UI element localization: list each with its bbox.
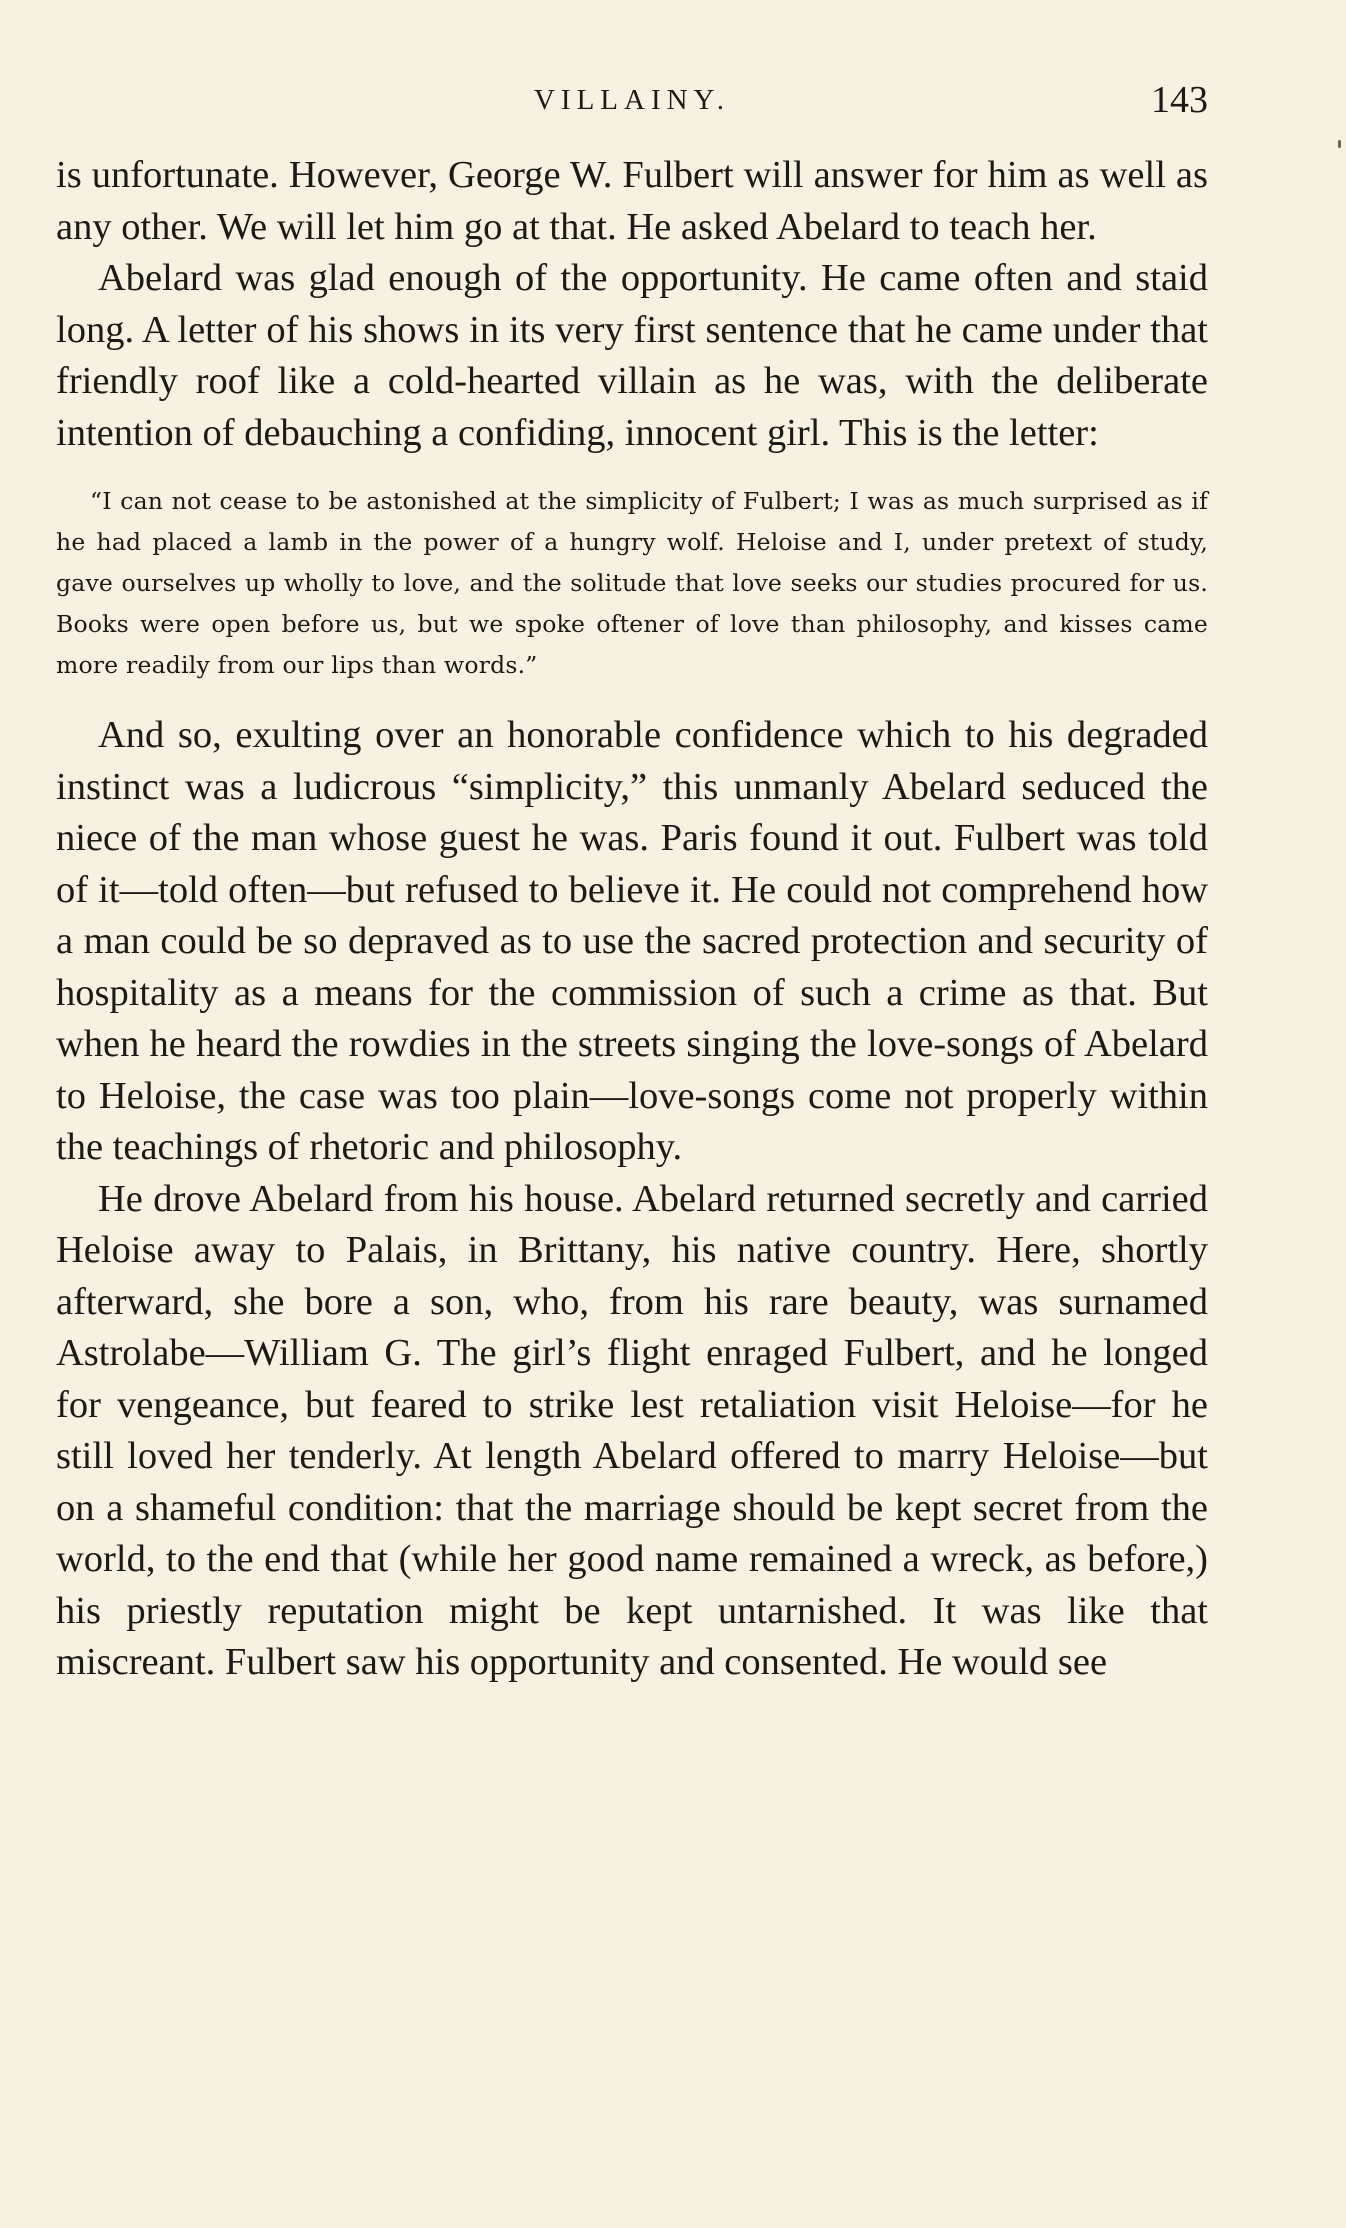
paragraph-seduction: And so, exulting over an honorable confidence which to his degraded instinct was a ludicrous “simplicity,” this unmanly Abelard seduced the niece of the man whose guest he was. Paris found it out. Fulbert was told of it—told often—but refused to believe it. He could not comprehend how a man could be so depraved as to use the sacred protection and security of hospitality as a means for the commission of such a crime as that. But when he heard the rowdies in the streets singing the love-songs of Abelard to Heloise, the case was too plain—love-songs come not properly within the teachings of rhetoric and philosophy. xyxy=(56,714,1208,1168)
running-head xyxy=(56,78,1208,122)
running-title: VILLAINY. xyxy=(533,84,731,116)
page-number: 143 xyxy=(1151,79,1208,121)
print-speck xyxy=(1338,140,1341,148)
text-block xyxy=(56,150,1208,1689)
paragraph-flight: He drove Abelard from his house. Abelard returned secretly and carried Heloise away to Palais, in Brittany, his native country. Here, shortly afterward, she bore a son, who, from his rare beauty, was surnamed Astrolabe—William G. The girl’s flight enraged Fulbert, and he longed for vengeance, but feared to strike lest retaliation visit Heloise—for he still loved her tenderly. At length Abelard offered to marry Heloise—but on a shameful condition: that the marriage should be kept secret from the world, to the end that (while her good name remained a wreck, as before,) his priestly reputation might be kept untarnished. It was like that miscreant. Fulbert saw his opportunity and consented. He would see xyxy=(56,1177,1208,1683)
paragraph-letter-intro: Abelard was glad enough of the opportunity. He came often and staid long. A letter of his shows in its very first sentence that he came under that friendly roof like a cold-hearted villain as he was, with the deliberate intention of debauching a confiding, innocent girl. This is the letter: xyxy=(56,257,1208,454)
paragraph-continued: is unfortunate. However, George W. Fulbert will answer for him as well as any other. We will let him go at that. He asked Abelard to teach her. xyxy=(56,154,1208,248)
block-quote-letter: “I can not cease to be astonished at the simplicity of Fulbert; I was as much surprised as if he had placed a lamb in the power of a hungry wolf. Heloise and I, under pretext of study, gave ourselves up wholly to love, and the solitude that love seeks our studies procured for us. Books were open before us, but we spoke oftener of love than philosophy, and kisses came more readily from our lips than words.” xyxy=(56,487,1208,679)
